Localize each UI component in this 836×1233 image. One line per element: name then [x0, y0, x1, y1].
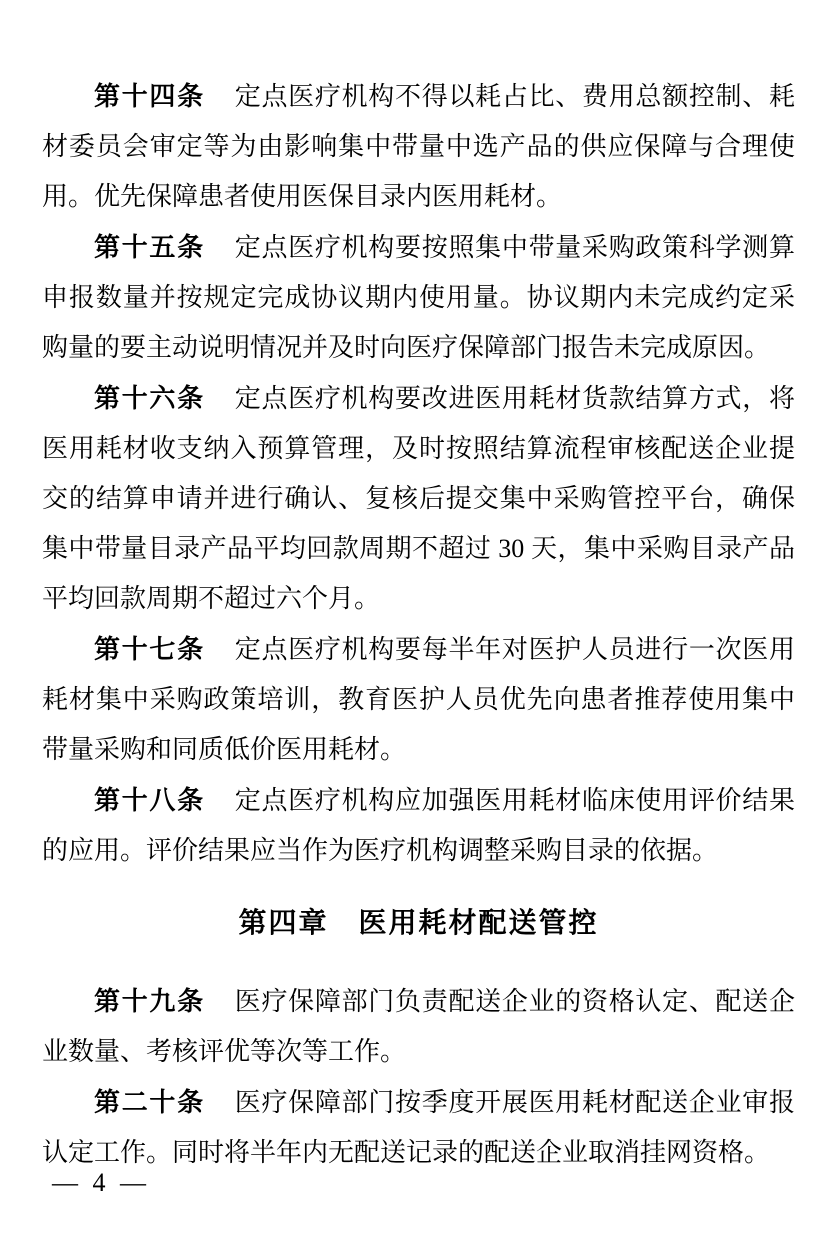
article-label: 第十七条 [94, 634, 205, 664]
document-body [42, 71, 795, 1178]
article-text: 医疗保障部门负责配送企业的资格认定、配送企业数量、考核评优等次等工作。 [42, 987, 795, 1066]
article-label: 第十四条 [94, 81, 205, 111]
article-paragraph-18 [42, 775, 795, 876]
article-paragraph-14 [42, 71, 795, 222]
article-paragraph-17 [42, 624, 795, 775]
article-text: 定点医疗机构要每半年对医护人员进行一次医用耗材集中采购政策培训，教育医护人员优先向患者推荐使用集中带量采购和同质低价医用耗材。 [42, 635, 795, 764]
article-label: 第十八条 [94, 785, 205, 815]
article-paragraph-20 [42, 1077, 795, 1178]
article-text: 定点医疗机构要按照集中带量采购政策科学测算申报数量并按规定完成协议期内使用量。协议期内未完成约定采购量的要主动说明情况并及时向医疗保障部门报告未完成原因。 [42, 233, 795, 362]
article-paragraph-16 [42, 373, 795, 624]
article-label: 第十九条 [94, 986, 205, 1016]
article-label: 第十六条 [94, 383, 205, 413]
article-paragraph-19 [42, 976, 795, 1077]
page-number: — 4 — [52, 1168, 150, 1197]
article-text: 医疗保障部门按季度开展医用耗材配送企业审报认定工作。同时将半年内无配送记录的配送企业取消挂网资格。 [42, 1088, 795, 1167]
article-text: 定点医疗机构不得以耗占比、费用总额控制、耗材委员会审定等为由影响集中带量中选产品的供应保障与合理使用。优先保障患者使用医保目录内医用耗材。 [42, 82, 795, 211]
article-paragraph-15 [42, 222, 795, 373]
article-label: 第十五条 [94, 232, 205, 262]
article-text: 定点医疗机构要改进医用耗材货款结算方式，将医用耗材收支纳入预算管理，及时按照结算流程审核配送企业提交的结算申请并进行确认、复核后提交集中采购管控平台，确保集中带量目录产品平均回款周期不超过 30 天，集中采购目录产品平均回款周期不超过六个月。 [42, 384, 795, 613]
article-label: 第二十条 [94, 1087, 205, 1117]
article-text: 定点医疗机构应加强医用耗材临床使用评价结果的应用。评价结果应当作为医疗机构调整采购目录的依据。 [42, 786, 795, 865]
chapter-heading: 第四章 医用耗材配送管控 [238, 907, 599, 938]
